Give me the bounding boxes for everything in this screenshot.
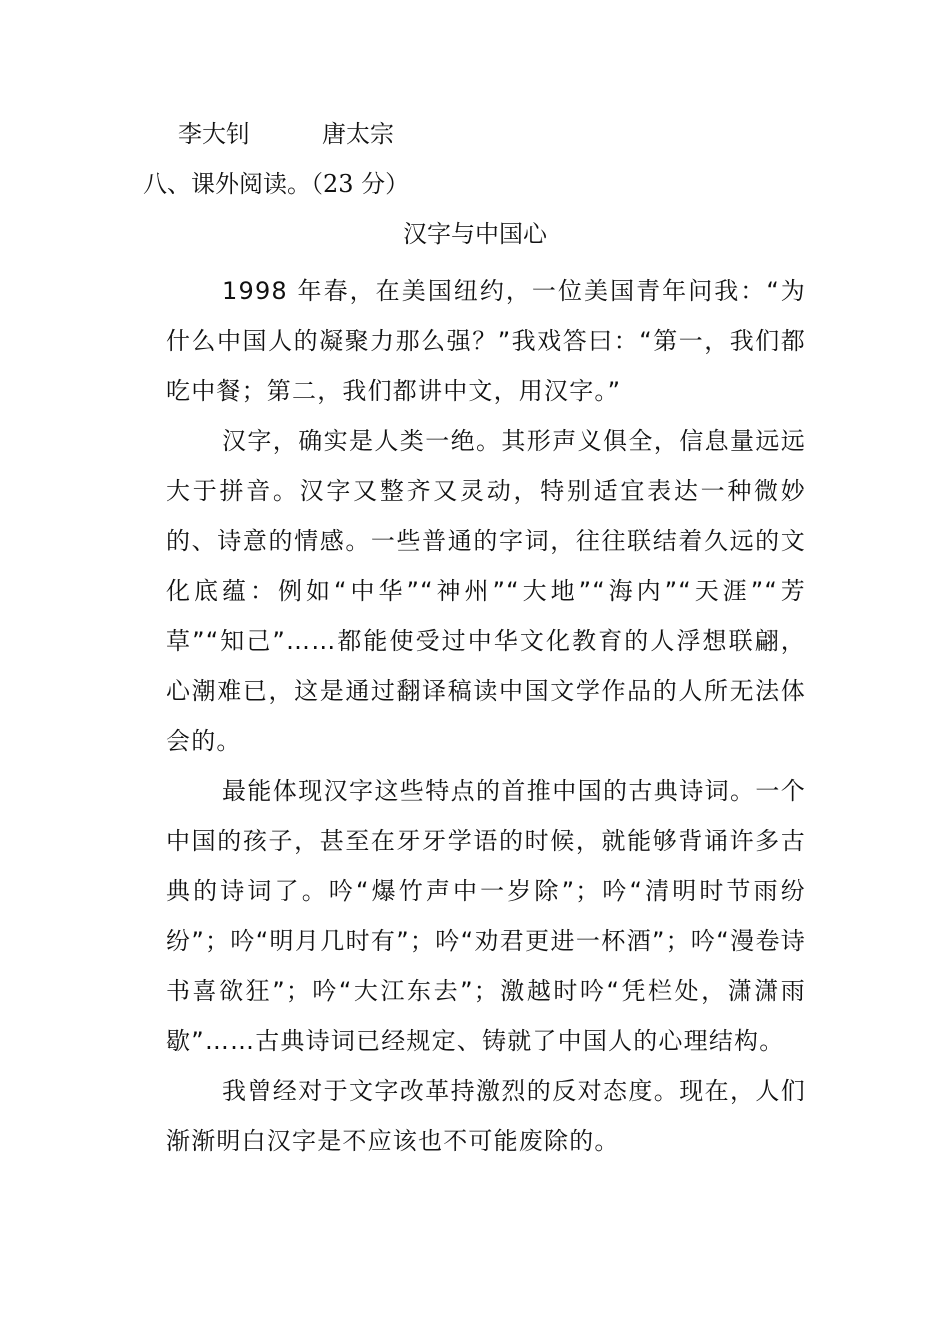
paragraph-3: 最能体现汉字这些特点的首推中国的古典诗词。一个中国的孩子，甚至在牙牙学语的时候，就能够背诵许多古典的诗词了。吟“爆竹声中一岁除”；吟“清明时节雨纷纷”；吟“明月几时有”；吟“劝君更进一杯酒”；吟“漫卷诗书喜欲狂”；吟“大江东去”；激越时吟“凭栏处，潇潇雨歇”……古典诗词已经规定、铸就了中国人的心理结构。 <box>166 777 806 1055</box>
article-title <box>0 217 950 251</box>
paragraph-1: 1998 年春，在美国纽约，一位美国青年问我：“为什么中国人的凝聚力那么强？”我戏答曰：“第一，我们都吃中餐；第二，我们都讲中文，用汉字。” <box>166 277 806 405</box>
name-li-dazhao: 李大钊 <box>178 120 250 148</box>
article-body <box>166 266 806 1166</box>
paragraph-2: 汉字，确实是人类一绝。其形声义俱全，信息量远远大于拼音。汉字又整齐又灵动，特别适宜表达一种微妙的、诗意的情感。一些普通的字词，往往联结着久远的文化底蕴：例如“中华”“神州”“大地”“海内”“天涯”“芳草”“知己”……都能使受过中华文化教育的人浮想联翩，心潮难已，这是通过翻译稿读中国文学作品的人所无法体会的。 <box>166 427 806 755</box>
section-heading: 八、课外阅读。（23 分） <box>143 170 410 198</box>
paragraph-4: 我曾经对于文字改革持激烈的反对态度。现在，人们渐渐明白汉字是不应该也不可能废除的。 <box>166 1077 806 1155</box>
article-title-text: 汉字与中国心 <box>403 220 547 248</box>
name-tang-taizong: 唐太宗 <box>322 120 394 148</box>
names-line <box>178 117 394 151</box>
